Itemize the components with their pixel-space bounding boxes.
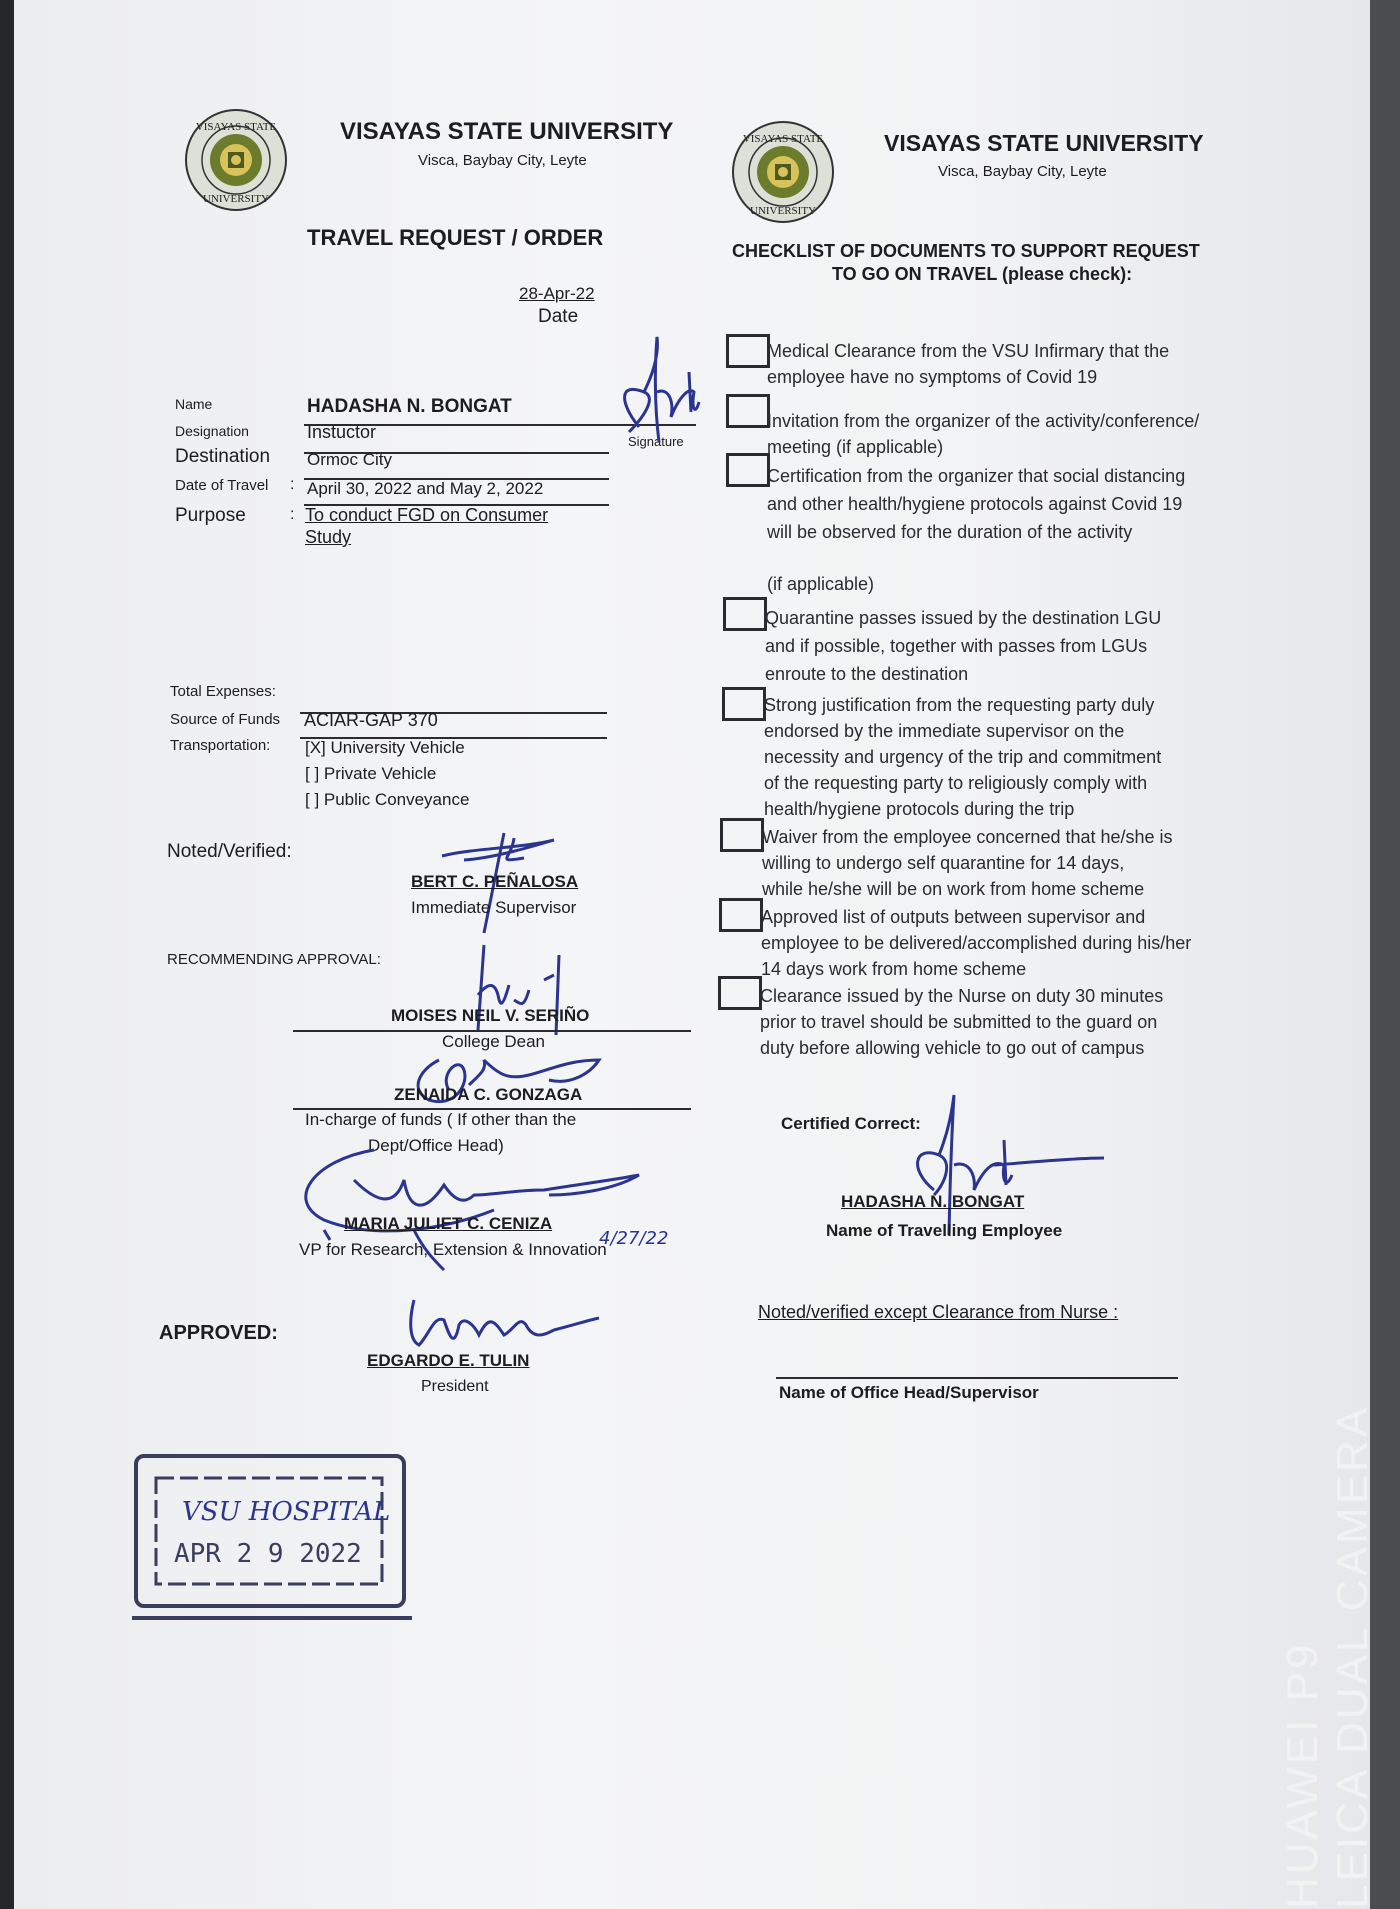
dean-signature — [464, 935, 584, 1045]
destination-value: Ormoc City — [307, 450, 392, 469]
checklist-item-certification: Certification from the organizer that social distancing and other health/hygiene protocols against Covid 19 will be observed for the duration of the activity (if applicable) — [767, 466, 1186, 594]
watermark-line2: LEICA DUAL CAMERA — [1328, 1404, 1377, 1909]
checkbox-medical-clearance[interactable] — [726, 334, 770, 368]
right-university-address: Visca, Baybay City, Leyte — [938, 163, 1107, 180]
president-title: President — [421, 1378, 489, 1395]
approved-label: APPROVED: — [159, 1322, 278, 1344]
left-university-name: VISAYAS STATE UNIVERSITY — [340, 118, 674, 145]
checklist-title-line2: TO GO ON TRAVEL (please check): — [832, 264, 1133, 284]
camera-watermark — [1278, 1405, 1378, 1909]
left-university-address: Visca, Baybay City, Leyte — [418, 152, 587, 169]
recommending-approval-label: RECOMMENDING APPROVAL: — [167, 951, 381, 968]
checklist-item-medical-clearance: Medical Clearance from the VSU Infirmary that the employee have no symptoms of Covid 19 — [767, 341, 1170, 387]
president-name: EDGARDO E. TULIN — [367, 1351, 530, 1370]
checklist-item-invitation: Invitation from the organizer of the activity/conference/ meeting (if applicable) — [767, 411, 1200, 457]
checkbox-quarantine-passes[interactable] — [723, 597, 767, 631]
purpose-value-line1: To conduct FGD on Consumer — [305, 505, 549, 525]
transportation-label: Transportation: — [170, 737, 271, 754]
request-date-label: Date — [538, 306, 579, 327]
supervisor-name: BERT C. PEÑALOSA — [411, 872, 579, 891]
signature-label: Signature — [628, 434, 684, 449]
office-head-underline — [776, 1377, 1178, 1379]
requester-signature — [599, 332, 709, 462]
employee-name: HADASHA N. BONGAT — [841, 1192, 1025, 1211]
svg-text:VISAYAS STATE: VISAYAS STATE — [195, 121, 277, 133]
employee-title: Name of Travelling Employee — [826, 1221, 1063, 1240]
university-seal-logo — [184, 108, 288, 212]
designation-value: Instuctor — [307, 422, 377, 442]
university-seal-logo-right — [731, 120, 835, 224]
name-value: HADASHA N. BONGAT — [307, 396, 512, 417]
noted-verified-label: Noted/Verified: — [167, 841, 292, 862]
funds-incharge-title-line1: In-charge of funds ( If other than the — [305, 1110, 577, 1129]
checkbox-invitation[interactable] — [726, 394, 770, 428]
purpose-label: Purpose — [175, 505, 246, 526]
vp-title: VP for Research, Extension & Innovation — [299, 1240, 607, 1259]
vp-name: MARIA JULIET C. CENIZA — [344, 1214, 553, 1233]
form-title: TRAVEL REQUEST / ORDER — [307, 225, 604, 250]
svg-text:VISAYAS STATE: VISAYAS STATE — [742, 133, 824, 145]
source-of-funds-label: Source of Funds — [170, 711, 281, 728]
vp-handwritten-date: 4/27/22 — [599, 1228, 669, 1249]
checkbox-approved-outputs[interactable] — [719, 898, 763, 932]
funds-incharge-name: ZENAIDA C. GONZAGA — [394, 1085, 583, 1104]
request-date-value: 28-Apr-22 — [519, 284, 595, 303]
designation-label: Designation — [175, 423, 249, 439]
supervisor-title: Immediate Supervisor — [411, 898, 577, 917]
checklist-item-approved-outputs: Approved list of outputs between supervisor and employee to be delivered/accomplished during his/her 14 days work from home scheme — [761, 907, 1192, 979]
checkbox-waiver[interactable] — [720, 818, 764, 852]
date-of-travel-label: Date of Travel — [175, 477, 269, 494]
watermark-line1: HUAWEI P9 — [1278, 1641, 1327, 1909]
checkbox-strong-justification[interactable] — [722, 687, 766, 721]
transport-option-public-conveyance: [ ] Public Conveyance — [305, 790, 470, 809]
date-of-travel-value: April 30, 2022 and May 2, 2022 — [307, 479, 544, 498]
right-university-name: VISAYAS STATE UNIVERSITY — [884, 130, 1204, 156]
employee-signature — [894, 1090, 1114, 1240]
checkbox-nurse-clearance[interactable] — [718, 976, 762, 1010]
president-signature — [404, 1290, 604, 1360]
svg-text:UNIVERSITY: UNIVERSITY — [203, 193, 269, 205]
checklist-item-waiver: Waiver from the employee concerned that he/she is willing to undergo self quarantine for 14 days, while he/she will be on work from home scheme — [762, 827, 1173, 899]
transport-option-university-vehicle: [X] University Vehicle — [305, 738, 465, 757]
purpose-value-line2: Study — [305, 527, 352, 547]
svg-text:UNIVERSITY: UNIVERSITY — [750, 205, 816, 217]
funds-incharge-title-line2: Dept/Office Head) — [368, 1136, 504, 1155]
stamp-date-text: APR 2 9 2022 — [174, 1539, 362, 1569]
noted-except-nurse-label: Noted/verified except Clearance from Nurse : — [758, 1302, 1119, 1322]
destination-label: Destination — [175, 446, 271, 467]
name-label: Name — [175, 396, 213, 412]
total-expenses-label: Total Expenses: — [170, 683, 276, 700]
certified-correct-label: Certified Correct: — [781, 1114, 921, 1133]
received-stamp — [132, 1448, 414, 1622]
checklist-item-strong-justification: Strong justification from the requesting party duly endorsed by the immediate supervisor on the necessity and urgency of the trip and commitment of the requesting party to religiously comply with health/hygiene protocols during the trip — [764, 695, 1162, 819]
checkbox-certification[interactable] — [726, 453, 770, 487]
dean-name: MOISES NEIL V. SERIÑO — [391, 1006, 590, 1025]
purpose-colon: : — [290, 506, 295, 523]
travel-request-document — [14, 0, 1370, 1909]
office-head-label: Name of Office Head/Supervisor — [779, 1383, 1039, 1402]
checklist-item-quarantine-passes: Quarantine passes issued by the destination LGU and if possible, together with passes from LGUs enroute to the destination — [765, 608, 1162, 684]
dean-title: College Dean — [442, 1032, 546, 1051]
transport-option-private-vehicle: [ ] Private Vehicle — [305, 764, 437, 783]
date-of-travel-colon: : — [290, 476, 295, 493]
checklist-title-line1: CHECKLIST OF DOCUMENTS TO SUPPORT REQUEST — [732, 241, 1200, 261]
checklist-item-nurse-clearance: Clearance issued by the Nurse on duty 30 minutes prior to travel should be submitted to the guard on duty before allowing vehicle to go out of campus — [760, 986, 1164, 1058]
stamp-hospital-text: VSU HOSPITAL — [182, 1497, 391, 1527]
source-of-funds-value: ACIAR-GAP 370 — [304, 710, 438, 730]
